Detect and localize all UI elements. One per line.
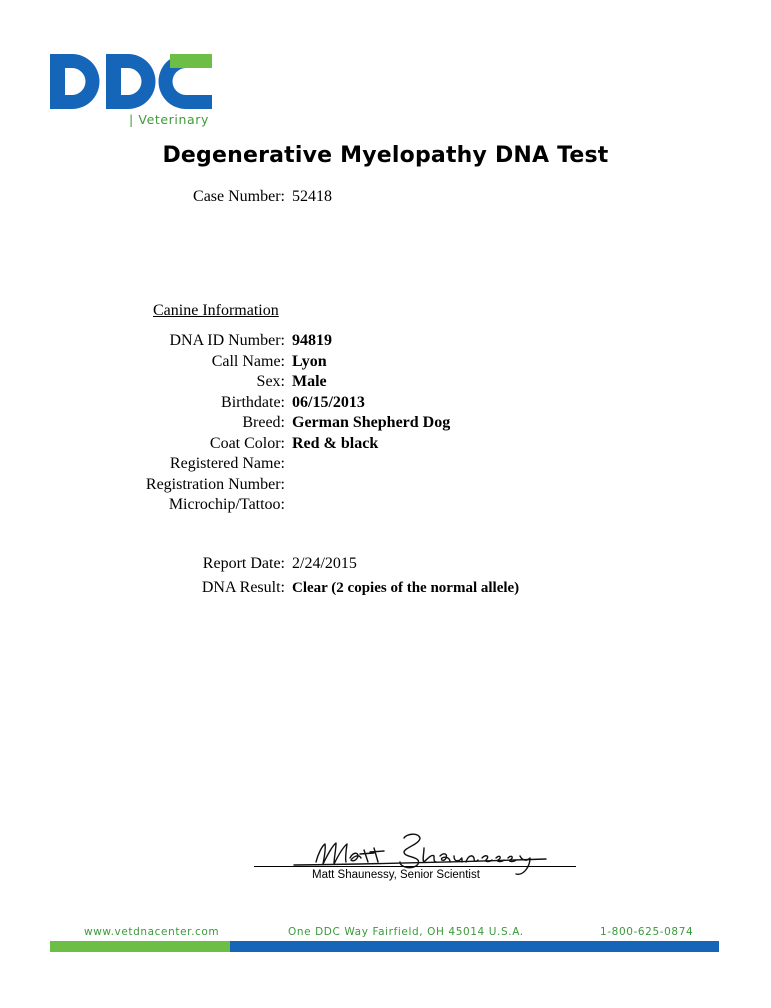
case-number-label: Case Number: bbox=[193, 188, 285, 205]
field-label: Breed: bbox=[242, 414, 285, 431]
footer-phone: 1-800-625-0874 bbox=[600, 926, 694, 938]
field-label: DNA ID Number: bbox=[169, 332, 285, 349]
dna-result-label: DNA Result: bbox=[201, 579, 285, 596]
logo-c-green-top bbox=[170, 54, 212, 68]
dna-result-value: Clear (2 copies of the normal allele) bbox=[292, 580, 520, 596]
signature-line bbox=[254, 866, 576, 867]
field-value: 94819 bbox=[292, 332, 332, 349]
footer-bar-blue bbox=[230, 941, 719, 952]
veterinary-subtitle: | Veterinary bbox=[129, 112, 209, 127]
field-label: Sex: bbox=[256, 373, 285, 390]
canine-info-heading: Canine Information bbox=[153, 302, 279, 319]
field-label: Registration Number: bbox=[145, 475, 285, 493]
document-title: Degenerative Myelopathy DNA Test bbox=[162, 143, 609, 168]
field-label: Coat Color: bbox=[209, 434, 285, 452]
field-value: Male bbox=[292, 373, 327, 390]
field-label: Call Name: bbox=[211, 352, 285, 370]
logo-d2-shape bbox=[106, 54, 155, 109]
ddc-logo-mark bbox=[50, 54, 215, 109]
field-value: Red & black bbox=[292, 434, 379, 452]
signatory-name: Matt Shaunessy, Senior Scientist bbox=[312, 869, 480, 881]
case-number-value: 52418 bbox=[292, 188, 332, 205]
logo-d1-shape bbox=[50, 54, 99, 109]
footer-address: One DDC Way Fairfield, OH 45014 U.S.A. bbox=[288, 926, 524, 938]
report-date-value: 2/24/2015 bbox=[292, 555, 357, 572]
footer-bar-green bbox=[50, 941, 230, 952]
field-value: 06/15/2013 bbox=[292, 393, 365, 411]
field-label: Registered Name: bbox=[169, 455, 285, 472]
field-label: Birthdate: bbox=[221, 393, 285, 411]
footer-website: www.vetdnacenter.com bbox=[84, 926, 220, 938]
report-date-label: Report Date: bbox=[202, 555, 285, 572]
field-label: Microchip/Tattoo: bbox=[168, 496, 285, 513]
field-value: German Shepherd Dog bbox=[292, 414, 451, 431]
field-value: Lyon bbox=[292, 352, 327, 370]
